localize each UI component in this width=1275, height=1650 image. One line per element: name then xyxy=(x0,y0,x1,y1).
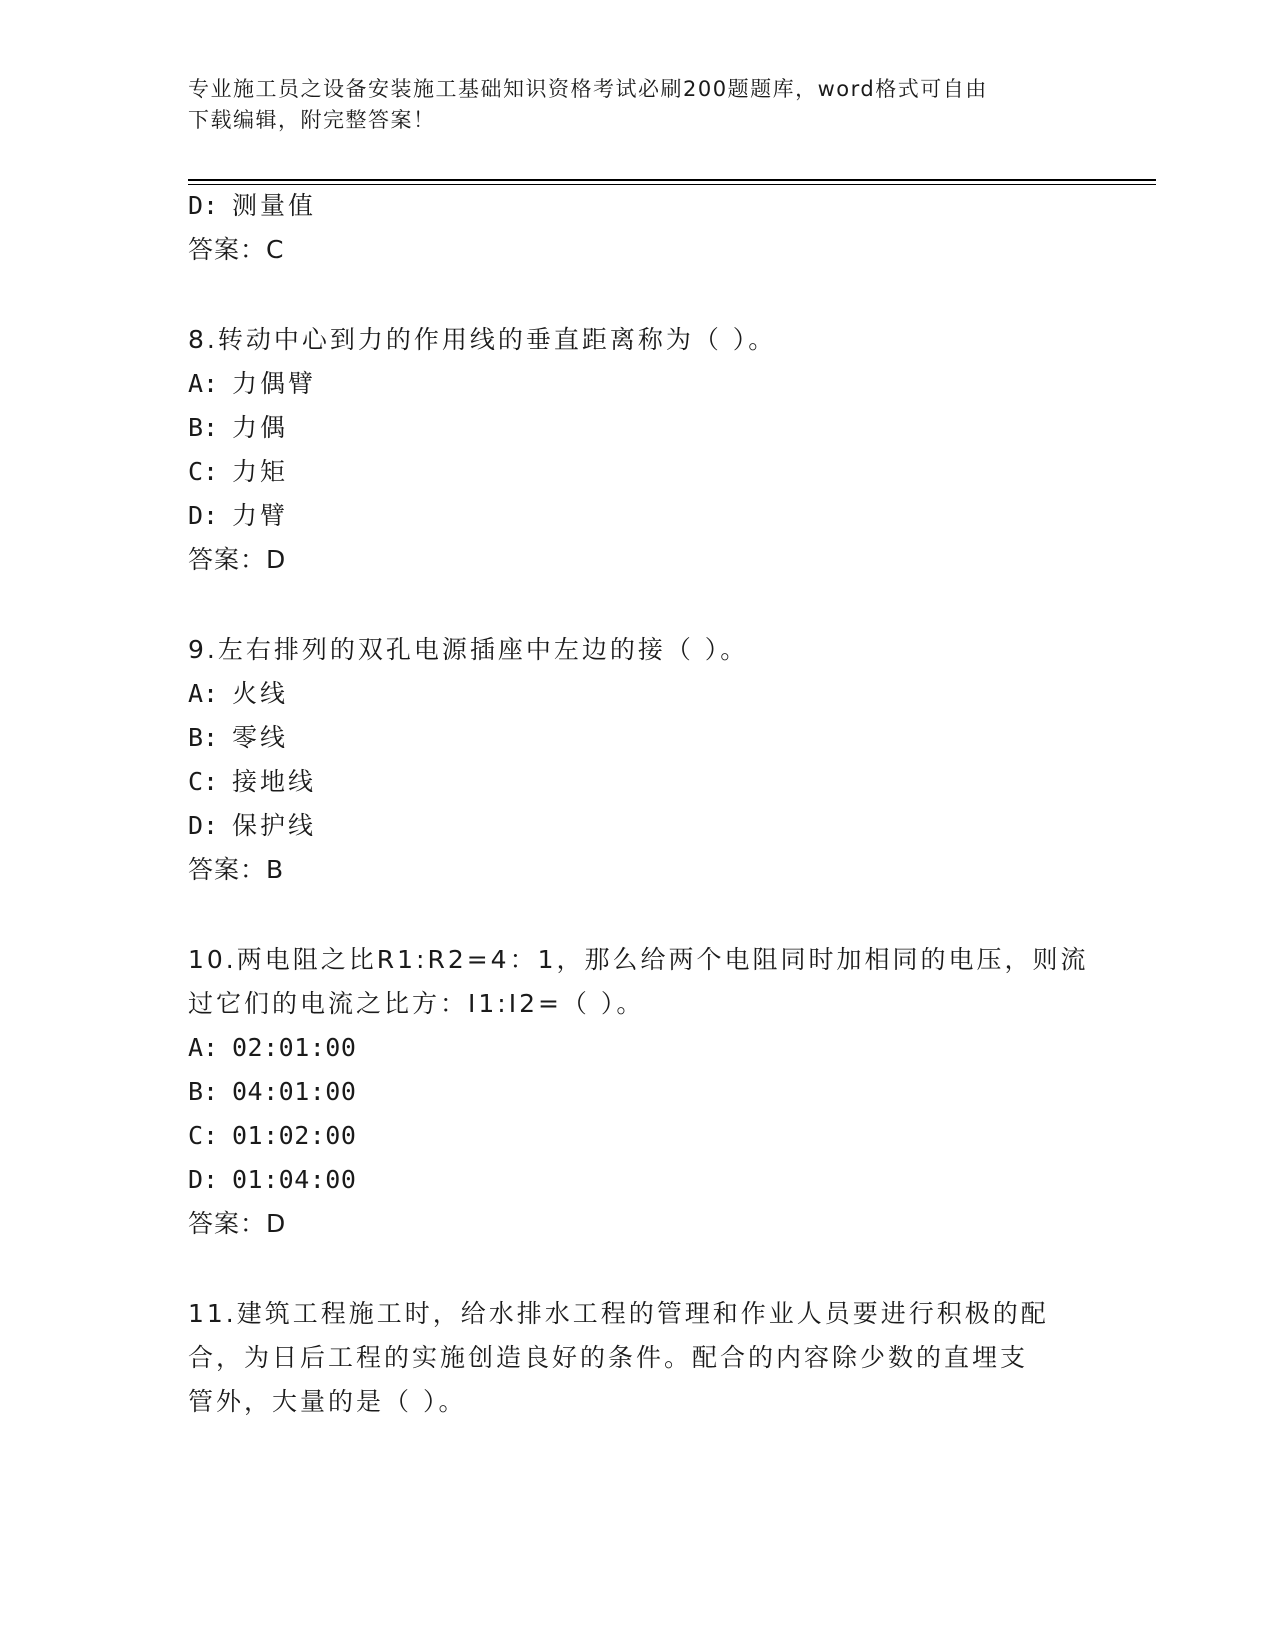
option-a xyxy=(188,1033,1088,1063)
answer-line: 答案：D xyxy=(188,1209,287,1238)
option-letter: B: xyxy=(188,1077,219,1106)
header-rule-thick xyxy=(188,179,1156,181)
option-text: 力矩 xyxy=(232,457,289,486)
option-letter: C: xyxy=(188,457,219,486)
option-d xyxy=(188,1165,1088,1195)
question-stem: 9.左右排列的双孔电源插座中左边的接（ ）。 xyxy=(188,635,749,664)
option-letter: A: xyxy=(188,1033,219,1062)
option-letter: D: xyxy=(188,811,219,840)
option-letter: C: xyxy=(188,1121,219,1150)
option-letter: C: xyxy=(188,767,219,796)
option-d xyxy=(188,191,1088,221)
option-d xyxy=(188,811,1088,841)
option-c xyxy=(188,457,1088,487)
option-text: 力臂 xyxy=(232,501,289,530)
option-letter: D: xyxy=(188,191,219,220)
option-a xyxy=(188,369,1088,399)
option-letter: D: xyxy=(188,1165,219,1194)
answer-line: 答案：C xyxy=(188,235,285,264)
option-letter: B: xyxy=(188,723,219,752)
option-text: 02:01:00 xyxy=(232,1033,357,1062)
option-d xyxy=(188,501,1088,531)
option-text: 保护线 xyxy=(232,811,317,840)
option-text: 火线 xyxy=(232,679,289,708)
option-b xyxy=(188,413,1088,443)
header-line-2: 下载编辑，附完整答案！ xyxy=(188,108,436,132)
question-stem: 过它们的电流之比方：I1:I2=（ ）。 xyxy=(188,989,645,1018)
option-b xyxy=(188,1077,1088,1107)
option-c xyxy=(188,767,1088,797)
option-letter: A: xyxy=(188,679,219,708)
option-text: 零线 xyxy=(232,723,289,752)
page-header xyxy=(188,74,1088,136)
option-text: 01:02:00 xyxy=(232,1121,357,1150)
option-a xyxy=(188,679,1088,709)
option-text: 01:04:00 xyxy=(232,1165,357,1194)
answer-line: 答案：D xyxy=(188,545,287,574)
question-stem: 10.两电阻之比R1:R2=4：1，那么给两个电阻同时加相同的电压，则流 xyxy=(188,945,1089,974)
question-stem: 管外，大量的是（ ）。 xyxy=(188,1387,467,1416)
option-letter: B: xyxy=(188,413,219,442)
option-text: 测量值 xyxy=(232,191,317,220)
option-text: 力偶 xyxy=(232,413,289,442)
option-letter: D: xyxy=(188,501,219,530)
header-line-1: 专业施工员之设备安装施工基础知识资格考试必刷200题题库，word格式可自由 xyxy=(188,77,988,101)
option-text: 力偶臂 xyxy=(232,369,317,398)
answer-line: 答案：B xyxy=(188,855,285,884)
option-text: 04:01:00 xyxy=(232,1077,357,1106)
option-b xyxy=(188,723,1088,753)
option-text: 接地线 xyxy=(232,767,317,796)
question-stem: 8.转动中心到力的作用线的垂直距离称为（ ）。 xyxy=(188,325,777,354)
question-stem: 合，为日后工程的实施创造良好的条件。配合的内容除少数的直埋支 xyxy=(188,1343,1029,1372)
header-rule-thin xyxy=(188,184,1156,185)
question-stem: 11.建筑工程施工时，给水排水工程的管理和作业人员要进行积极的配 xyxy=(188,1299,1049,1328)
option-c xyxy=(188,1121,1088,1151)
option-letter: A: xyxy=(188,369,219,398)
